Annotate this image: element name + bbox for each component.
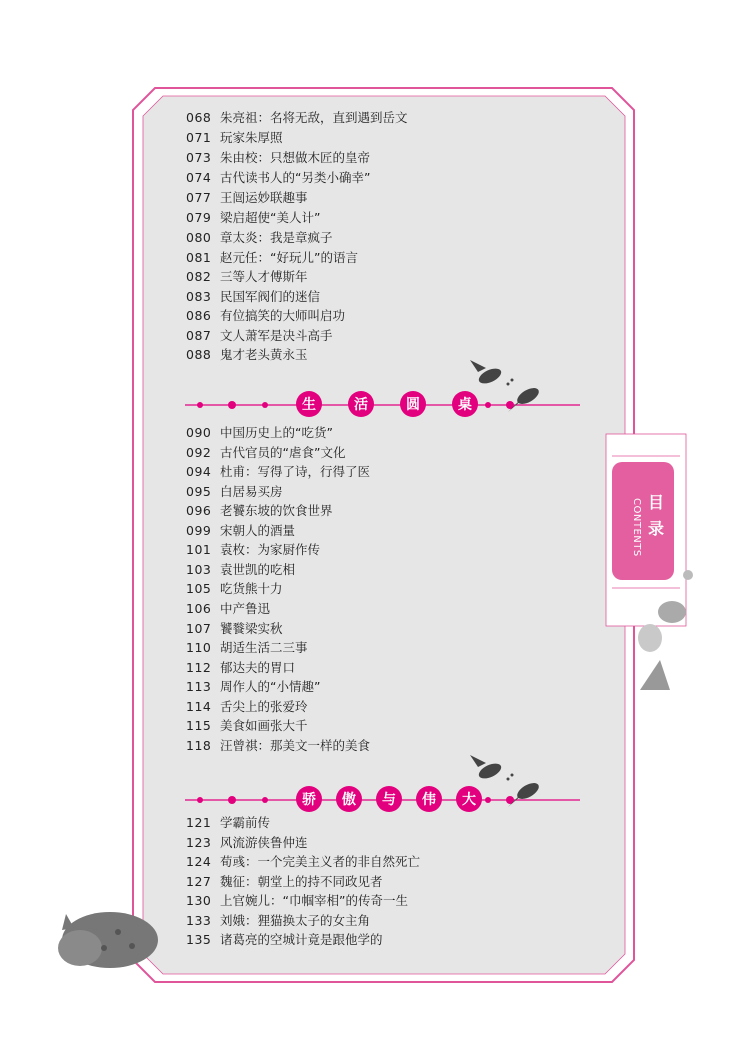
cat-illustration [58,912,158,968]
entry-title: 三等人才傅斯年 [220,269,308,284]
page-number: 073 [186,150,212,165]
toc-entry[interactable] [186,148,370,168]
page-number: 096 [186,503,212,518]
page-number: 099 [186,523,212,538]
entry-title: 周作人的“小情趣” [220,679,321,694]
toc-entry[interactable] [186,911,370,931]
toc-entry[interactable] [186,228,333,248]
toc-entry[interactable] [186,482,283,502]
page-number: 124 [186,854,212,869]
entry-title: 鬼才老头黄永玉 [220,347,308,362]
entry-title: 朱由校：只想做木匠的皇帝 [220,150,371,165]
toc-entry[interactable] [186,852,420,872]
toc-entry[interactable] [186,501,333,521]
page-number: 079 [186,210,212,225]
toc-entry[interactable] [186,638,308,658]
section-heading-char: 活 [348,391,374,417]
entry-title: 宋朝人的酒量 [220,523,296,538]
page-number: 114 [186,699,212,714]
entry-title: 刘娥：狸猫换太子的女主角 [220,913,371,928]
page-number: 115 [186,718,212,733]
toc-entry[interactable] [186,736,370,756]
section-heading-jiaoao-yu-weida [296,786,482,814]
page-number: 092 [186,445,212,460]
entry-title: 魏征：朝堂上的持不同政见者 [220,874,383,889]
page-number: 118 [186,738,212,753]
toc-entry[interactable] [186,443,345,463]
entry-title: 中国历史上的“吃货” [220,425,333,440]
entry-title: 舌尖上的张爱玲 [220,699,308,714]
entry-title: 袁枚：为家厨作传 [220,542,321,557]
entry-title: 民国军阀们的迷信 [220,289,321,304]
entry-title: 古代官员的“虐食”文化 [220,445,346,460]
toc-entry[interactable] [186,521,295,541]
toc-entry[interactable] [186,248,358,268]
toc-entry[interactable] [186,658,295,678]
page-number: 094 [186,464,212,479]
page-number: 103 [186,562,212,577]
page-number: 135 [186,932,212,947]
entry-title: 诸葛亮的空城计竟是跟他学的 [220,932,383,947]
toc-entry[interactable] [186,560,295,580]
toc-entry[interactable] [186,168,370,188]
toc-entry[interactable] [186,930,383,950]
entry-title: 老饕东坡的饮食世界 [220,503,333,518]
page-number: 127 [186,874,212,889]
section-heading-char: 骄 [296,786,322,812]
toc-entry[interactable] [186,208,320,228]
entry-title: 吃货熊十力 [220,581,283,596]
entry-title: 章太炎：我是章疯子 [220,230,333,245]
page-number: 080 [186,230,212,245]
entry-title: 梁启超使“美人计” [220,210,321,225]
toc-entry[interactable] [186,872,383,892]
entry-title: 文人萧军是决斗高手 [220,328,333,343]
entry-title: 古代读书人的“另类小确幸” [220,170,371,185]
entry-title: 袁世凯的吃相 [220,562,296,577]
page-number: 121 [186,815,212,830]
entry-title: 杜甫：写得了诗，行得了医 [220,464,371,479]
toc-entry[interactable] [186,891,408,911]
page-number: 101 [186,542,212,557]
page-number: 095 [186,484,212,499]
toc-entry[interactable] [186,619,283,639]
entry-title: 玩家朱厚照 [220,130,283,145]
toc-entry[interactable] [186,108,408,128]
page-number: 133 [186,913,212,928]
entry-title: 饕餮梁实秋 [220,621,283,636]
toc-entry[interactable] [186,462,370,482]
toc-entry[interactable] [186,579,283,599]
toc-entry[interactable] [186,423,333,443]
entry-title: 学霸前传 [220,815,271,830]
page-number: 112 [186,660,212,675]
section-heading-char: 圆 [400,391,426,417]
toc-entry[interactable] [186,267,308,287]
section-heading-shenghuo-yuanzhuo [296,391,478,419]
page-number: 130 [186,893,212,908]
page-number: 106 [186,601,212,616]
section-heading-char: 桌 [452,391,478,417]
toc-entry[interactable] [186,128,283,148]
toc-entry[interactable] [186,716,308,736]
page-number: 123 [186,835,212,850]
entry-title: 有位搞笑的大师叫启功 [220,308,346,323]
page-number: 105 [186,581,212,596]
entry-title: 白居易买房 [220,484,283,499]
toc-entry[interactable] [186,697,308,717]
page-number: 107 [186,621,212,636]
toc-entry[interactable] [186,326,333,346]
entry-title: 王闿运妙联趣事 [220,190,308,205]
entry-title: 中产鲁迅 [220,601,271,616]
entry-title: 上官婉儿：“巾帼宰相”的传奇一生 [220,893,408,908]
toc-entry[interactable] [186,345,308,365]
section-heading-char: 生 [296,391,322,417]
toc-entry[interactable] [186,306,345,326]
page-number: 074 [186,170,212,185]
toc-entry[interactable] [186,599,270,619]
page-number: 088 [186,347,212,362]
page-number: 087 [186,328,212,343]
page-number: 086 [186,308,212,323]
section-heading-char: 傲 [336,786,362,812]
page-number: 077 [186,190,212,205]
toc-entry[interactable] [186,677,320,697]
entry-title: 风流游侠鲁仲连 [220,835,308,850]
page-number: 090 [186,425,212,440]
section-heading-char: 与 [376,786,402,812]
entry-title: 胡适生活二三事 [220,640,308,655]
toc-entry[interactable] [186,833,308,853]
entry-title: 荀彧：一个完美主义者的非自然死亡 [220,854,421,869]
entry-title: 美食如画张大千 [220,718,308,733]
contents-tab-title-en: CONTENTS [631,497,642,557]
section-heading-char: 伟 [416,786,442,812]
page-number: 082 [186,269,212,284]
page-number: 071 [186,130,212,145]
page-number: 113 [186,679,212,694]
entry-title: 赵元任：“好玩儿”的语言 [220,250,358,265]
toc-entry[interactable] [186,813,270,833]
entry-title: 郁达夫的胃口 [220,660,296,675]
page-number: 068 [186,110,212,125]
page-number: 081 [186,250,212,265]
page-number: 083 [186,289,212,304]
toc-entry[interactable] [186,540,320,560]
contents-tab-title-cn: 目录 [648,493,665,538]
toc-entry[interactable] [186,188,308,208]
entry-title: 汪曾祺：那美文一样的美食 [220,738,371,753]
page-number: 110 [186,640,212,655]
entry-title: 朱亮祖：名将无敌，直到遇到岳文 [220,110,408,125]
toc-entry[interactable] [186,287,320,307]
section-heading-char: 大 [456,786,482,812]
